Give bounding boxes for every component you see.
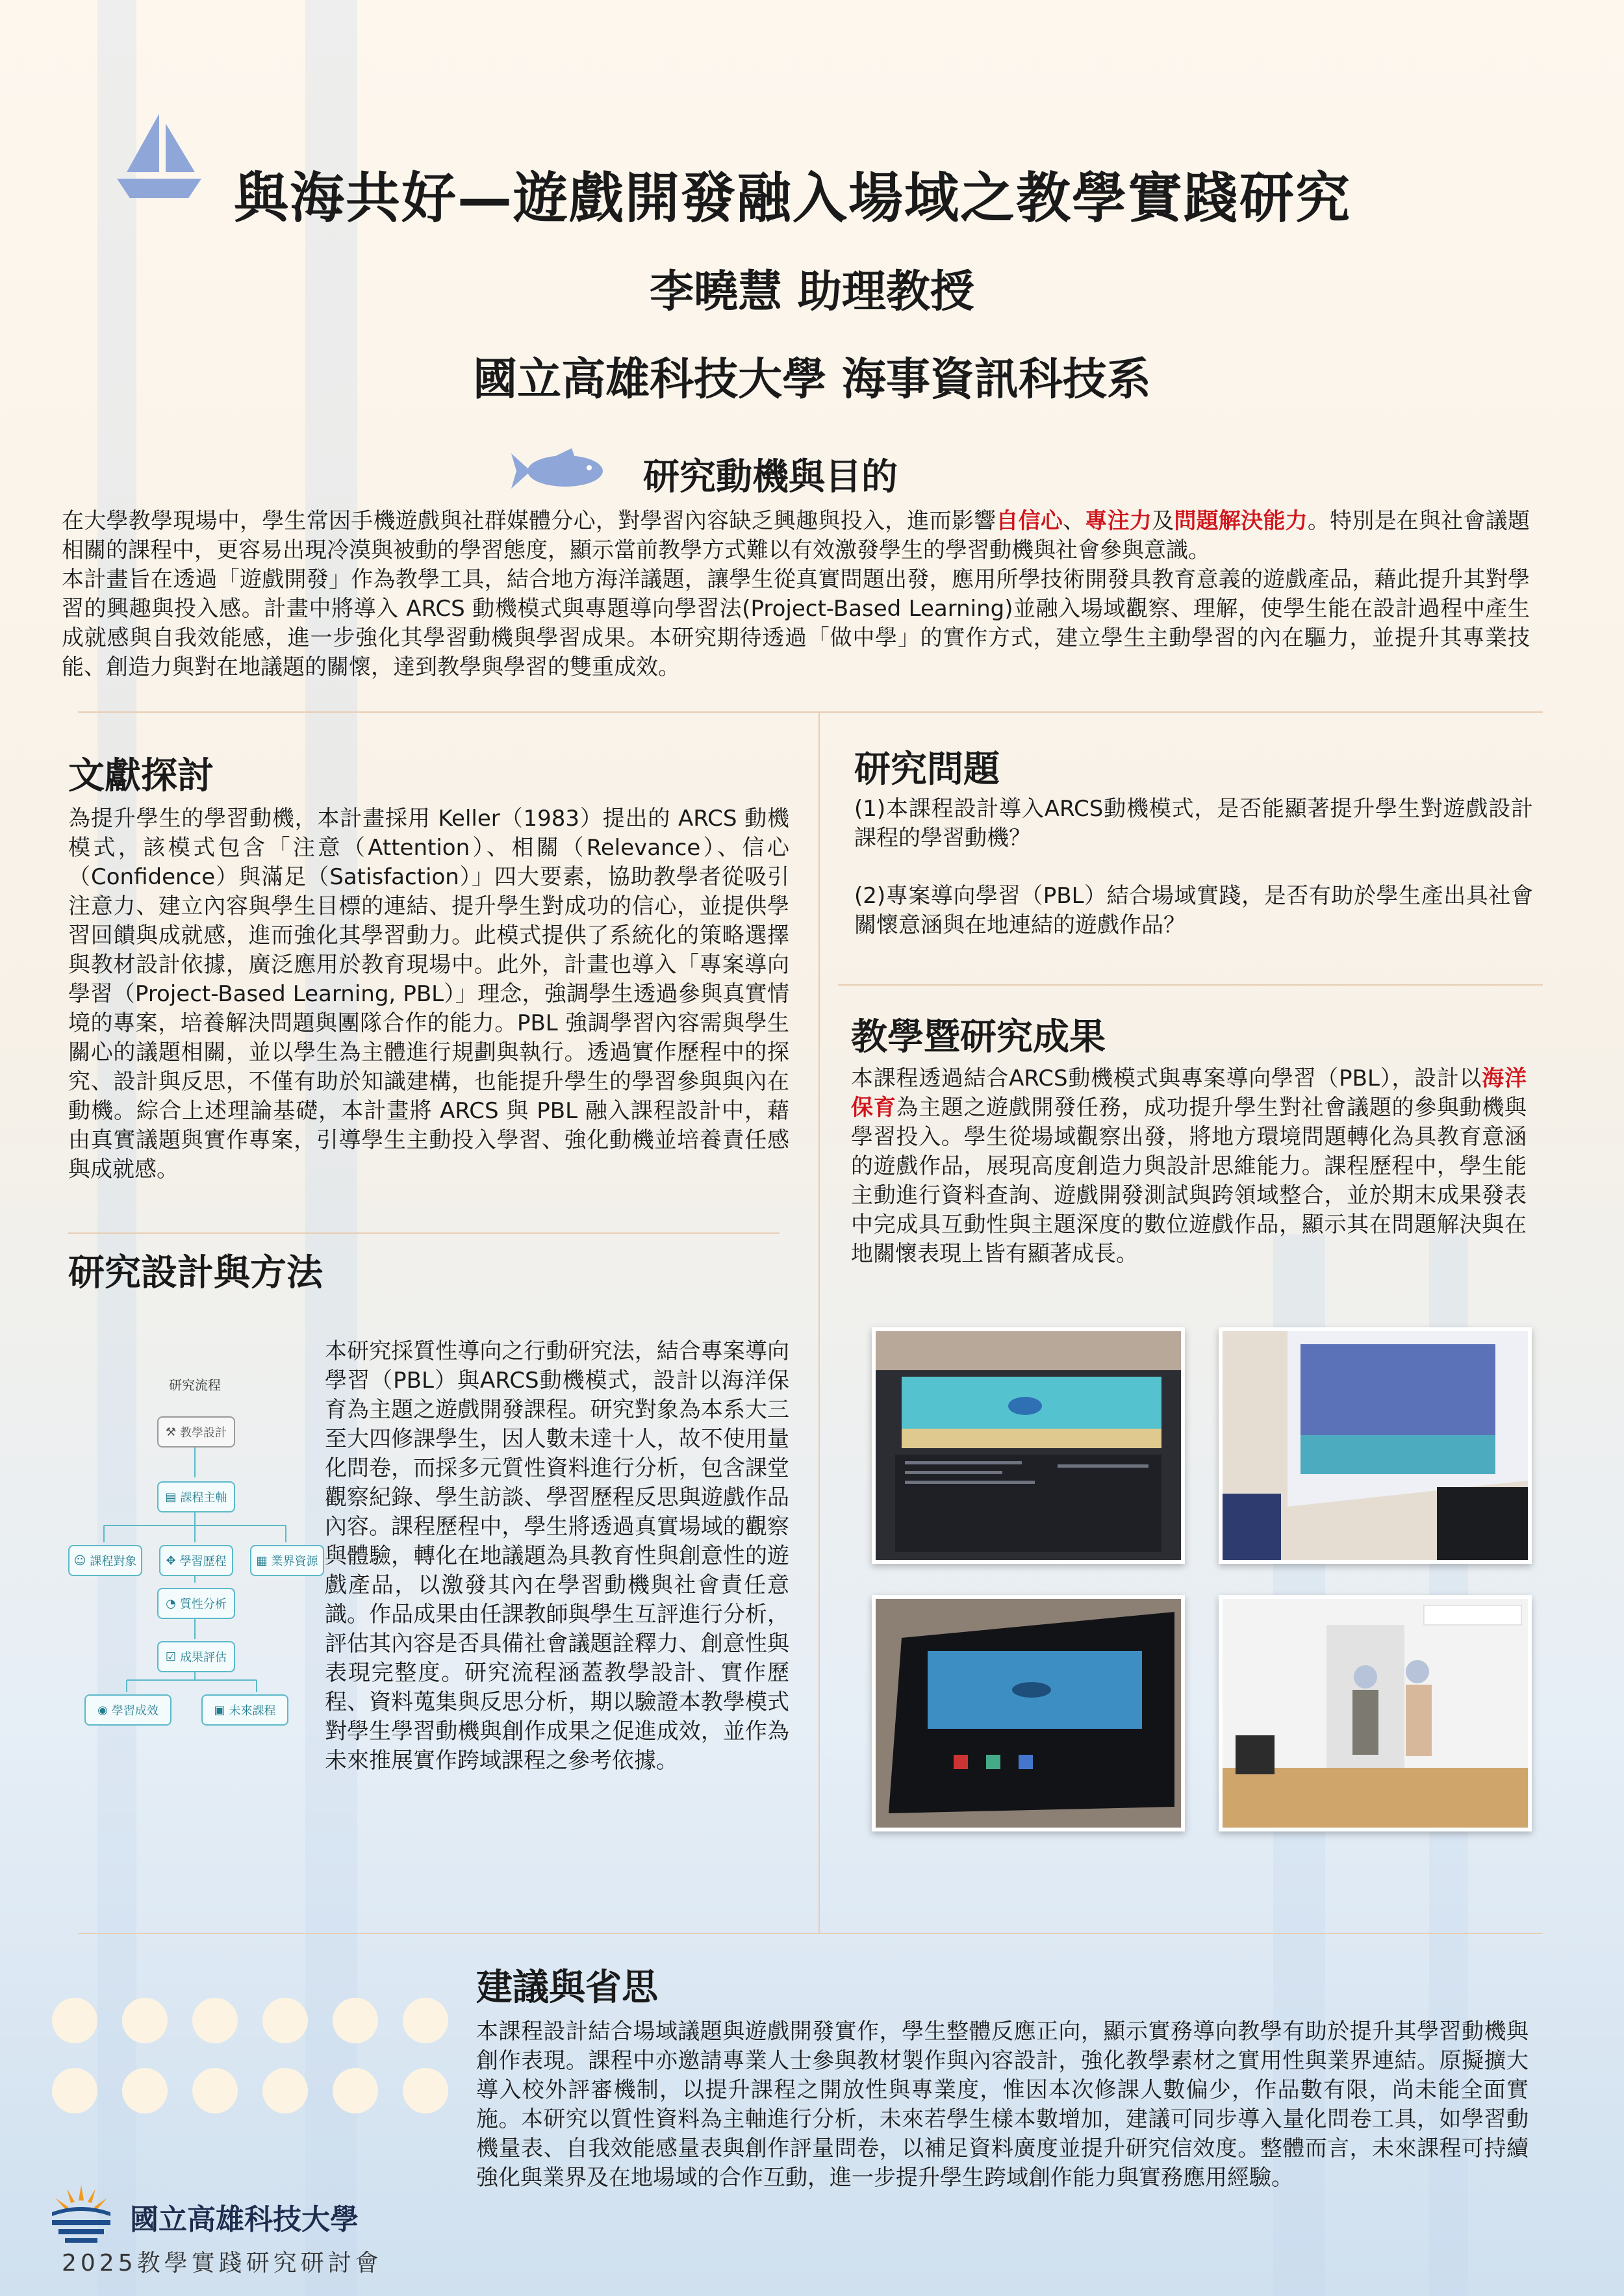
method-heading: 研究設計與方法 xyxy=(68,1252,323,1294)
flow-node-industry-resources: ▦ 業界資源 xyxy=(250,1545,324,1576)
question-2: (2)專案導向學習（PBL）結合場域實踐，是否有助於學生產出具社會關懷意涵與在地連結的遊戲作品？ xyxy=(854,883,1533,938)
motivation-heading: 研究動機與目的 xyxy=(643,456,898,498)
fish-icon xyxy=(510,448,604,494)
photo-illustration xyxy=(876,1599,1181,1828)
photo-game-screen-2 xyxy=(872,1595,1185,1831)
motivation-paragraph-2: 本計畫旨在透過「遊戲開發」作為教學工具，結合地方海洋議題，讓學生從真實問題出發，應用所學技術開發具教育意義的遊戲產品，藉此提升其對學習的興趣與投入感。計畫中將導入 ARCS 動機模式與專題導向學習法(Project-Based Learning)並融入場域觀察、理解，使學生能在設計過程中產生成就感與自我效能感，進一步強化其學習動機與學習成果。本研究期待透過「做中學」的實作方式，建立學生主動學習的內在驅力，並提升其專業技能、創造力與對在地議題的關懷，達到教學與學習的雙重成效。 xyxy=(62,567,1530,680)
motivation-text xyxy=(62,507,1530,682)
divider xyxy=(838,984,1543,986)
highlight-focus: 專注力 xyxy=(1085,508,1152,534)
affiliation: 國立高雄科技大學 海事資訊科技系 xyxy=(473,354,1151,405)
network-icon: ✥ xyxy=(166,1553,176,1568)
photo-illustration xyxy=(1223,1599,1528,1828)
tool-icon: ⚒ xyxy=(165,1425,177,1439)
reflection-heading: 建議與省思 xyxy=(476,1967,658,2009)
highlight-confidence: 自信心 xyxy=(996,508,1063,534)
flow-node-learning-process: ✥ 學習歷程 xyxy=(159,1545,233,1576)
flowchart-title: 研究流程 xyxy=(169,1377,221,1393)
question-1: (1)本課程設計導入ARCS動機模式，是否能顯著提升學生對遊戲設計課程的學習動機？ xyxy=(854,796,1533,851)
literature-heading: 文獻探討 xyxy=(68,755,214,797)
group-icon: ☺ xyxy=(73,1553,86,1568)
highlight-problem-solving: 問題解決能力 xyxy=(1174,508,1308,534)
author-name: 李曉慧 助理教授 xyxy=(650,266,974,318)
photo-game-screen-1 xyxy=(872,1327,1185,1564)
conference-name: 2025教學實踐研究研討會 xyxy=(62,2250,383,2277)
research-flowchart xyxy=(65,1358,325,1748)
calendar-icon: ▣ xyxy=(214,1703,225,1717)
poster-title: 與海共好—遊戲開發融入場域之教學實踐研究 xyxy=(234,166,1352,230)
highlight-ocean-conservation: 海洋保育 xyxy=(851,1065,1527,1121)
photo-illustration xyxy=(1223,1331,1528,1560)
university-name: 國立高雄科技大學 xyxy=(130,2203,359,2236)
motivation-paragraph-1: 在大學教學現場中，學生常因手機遊戲與社群媒體分心，對學習內容缺乏興趣與投入，進而影響自信心、專注力及問題解決能力。特別是在與社會議題相關的課程中，更容易出現冷漠與被動的學習態度，顯示當前教學方式難以有效激發學生的學習動機與社會參與意識。 xyxy=(62,508,1530,563)
flow-node-teaching-design: ⚒ 教學設計 xyxy=(157,1416,235,1448)
photo-projector-classroom xyxy=(1219,1327,1532,1564)
method-text: 本研究採質性導向之行動研究法，結合專案導向學習（PBL）與ARCS動機模式，設計以海洋保育為主題之遊戲開發課程。研究對象為本系大三至大四修課學生，因人數未達十人，故不使用量化問卷，而採多元質性資料進行分析，包含課堂觀察紀錄、學生訪談、學習歷程反思與遊戲作品內容。課程歷程中，學生將透過真實場域的觀察與體驗，轉化在地議題為具教育性與創意性的遊戲產品，以激發其內在學習動機與社會責任意識。作品成果由任課教師與學生互評進行分析，評估其內容是否具備社會議題詮釋力、創意性與表現完整度。研究流程涵蓋教學設計、實作歷程、資料蒐集與反思分析，期以驗證本教學模式對學生學習動機與創作成果之促進成效，並作為未來推展實作跨域課程之參考依據。 xyxy=(325,1338,789,1774)
university-logo-icon xyxy=(42,2180,120,2245)
flow-node-future-course: ▣ 未來課程 xyxy=(201,1694,288,1726)
photo-illustration xyxy=(876,1331,1181,1560)
results-heading: 教學暨研究成果 xyxy=(851,1016,1106,1058)
questions-heading: 研究問題 xyxy=(854,748,1000,791)
results-text: 本課程透過結合ARCS動機模式與專案導向學習（PBL），設計以海洋保育為主題之遊戲開發任務，成功提升學生對社會議題的參與動機與學習投入。學生從場域觀察出發，將地方環境問題轉化為具教育意涵的遊戲作品，展現高度創造力與設計思維能力。課程歷程中，學生能主動進行資料查詢、遊戲開發測試與跨領域整合，並於期末成果發表中完成具互動性與主題深度的數位遊戲作品，顯示其在問題解決與在地關懷表現上皆有顯著成長。 xyxy=(851,1065,1527,1267)
building-icon: ▦ xyxy=(256,1553,268,1568)
flow-node-course-axis: ▤ 課程主軸 xyxy=(157,1481,235,1512)
checklist-icon: ☑ xyxy=(165,1650,177,1664)
divider xyxy=(78,711,1543,713)
flow-node-course-target: ☺ 課程對象 xyxy=(68,1545,142,1576)
divider xyxy=(818,711,820,1933)
flow-node-learning-outcome: ◉ 學習成效 xyxy=(84,1694,171,1726)
flow-node-outcome-evaluation: ☑ 成果評估 xyxy=(157,1641,235,1672)
flow-node-qualitative-analysis: ◔ 質性分析 xyxy=(157,1588,235,1619)
lightbulb-icon: ◉ xyxy=(97,1703,108,1717)
reflection-text: 本課程設計結合場域議題與遊戲開發實作，學生整體反應正向，顯示實務導向教學有助於提升其學習動機與創作表現。課程中亦邀請專業人士參與教材製作與內容設計，強化教學素材之實用性與業界連結。原擬擴大導入校外評審機制，以提升課程之開放性與專業度，惟因本次修課人數偏少，作品數有限，尚未能全面實施。本研究以質性資料為主軸進行分析，未來若學生樣本數增加，建議可同步導入量化問卷工具，如學習動機量表、自我效能感量表與創作評量問卷，以補足資料廣度並提升研究信效度。整體而言，未來課程可持續強化與業界及在地場域的合作互動，進一步提升學生跨域創作能力與實務應用經驗。 xyxy=(476,2019,1529,2191)
divider xyxy=(78,1933,1543,1934)
photo-students-lab xyxy=(1219,1595,1532,1831)
divider xyxy=(68,1232,780,1234)
decorative-dots xyxy=(52,1998,455,2167)
chart-icon: ◔ xyxy=(166,1596,176,1611)
sailboat-icon xyxy=(114,110,205,201)
book-icon: ▤ xyxy=(165,1490,177,1504)
literature-text: 為提升學生的學習動機，本計畫採用 Keller（1983）提出的 ARCS 動機模式，該模式包含「注意（Attention）、相關（Relevance）、信心（Confidence）與滿足（Satisfaction）」四大要素，協助教學者從吸引注意力、建立內容與學生目標的連結、提升學生對成功的信心，並提供學習回饋與成就感，進而強化其學習動力。此模式提供了系統化的策略選擇與教材設計依據，廣泛應用於教育現場中。此外，計畫也導入「專案導向學習（Project-Based Learning, PBL）」理念，強調學生透過參與真實情境的專案，培養解決問題與團隊合作的能力。PBL 強調學習內容需與學生關心的議題相關，並以學生為主體進行規劃與執行。透過實作歷程中的探究、設計與反思，不僅有助於知識建構，也能提升學生的學習參與與內在動機。綜合上述理論基礎，本計畫將 ARCS 與 PBL 融入課程設計中，藉由真實議題與實作專案，引導學生主動投入學習、強化動機並培養責任感與成就感。 xyxy=(68,806,789,1182)
